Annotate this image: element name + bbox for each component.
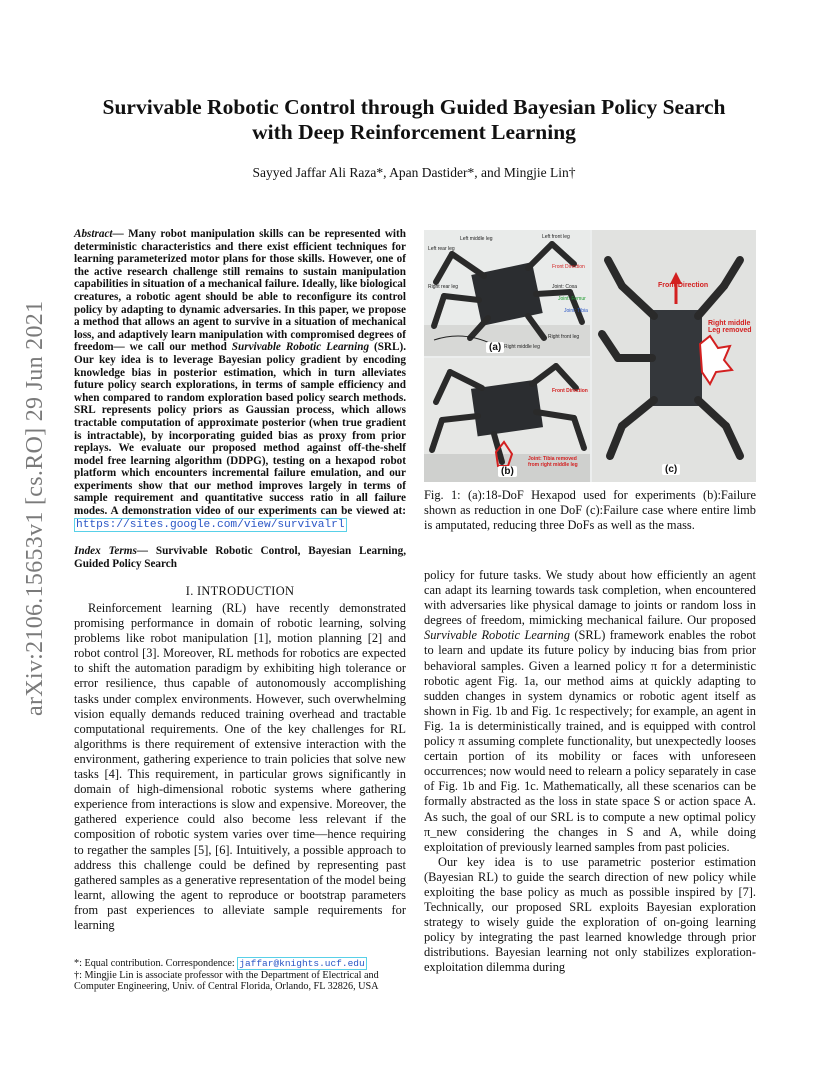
index-terms-text: — Survivable Robotic Control, Bayesian Learning, Guided Policy Search (74, 545, 406, 570)
label-a-9: Right middle leg (504, 344, 540, 350)
paper-title (60, 95, 768, 145)
panel-c (592, 230, 756, 482)
title-line-1: Survivable Robotic Control through Guided Bayesian Policy Search (102, 95, 726, 119)
right-paragraph-2: Our key idea is to use parametric posterior estimation (Bayesian RL) to guide the search direction of new policy while exploiting the base policy as much as possible inspired by [7]. Technically, our proposed SRL exploits Bayesian exploration strategy to wisely guide the exploration of on-going learning policy by integrating the past learned knowledge through prior distributions. Bayesian learning not only stabilizes exploration-exploitation dilemma during (424, 854, 756, 975)
right-column (424, 568, 756, 976)
authors: Sayyed Jaffar Ali Raza*, Apan Dastider*, and Mingjie Lin† (252, 165, 576, 180)
panel-a-label: (a) (486, 342, 504, 353)
label-a-5: Joint: Coxa (552, 284, 578, 290)
figure-caption: Fig. 1: (a):18-DoF Hexapod used for experiments (b):Failure shown as reduction in one DoF (c):Failure case where entire limb is amputated, reducing three DoFs as well as the mass. (424, 488, 756, 533)
label-b-joint: Joint: Tibia removed from right middle leg (528, 456, 578, 468)
figure-1 (424, 230, 756, 482)
abstract-text-1: — Many robot manipulation skills can be represented with deterministic characteristics and there exist efficient techniques for learning parameterized motor plans for those skills. However, one of the active research challenge still remains to sustain manipulation capabilities in situation of a mechanical failure. Ideally, like biological creatures, a robotic agent should be able to reconfigure its control policy by adapting to dynamic adversaries. In this paper, we propose a method that allows an agent to survive in a situation of mechanical loss, and adaptively learn manipulation with compromised degrees of freedom— we call our method (74, 228, 407, 354)
label-b-front: Front Direction (552, 388, 588, 394)
label-a-2: Left rear leg (428, 246, 455, 252)
abstract-method-name: Survivable Robotic Learning (231, 341, 370, 354)
footnote-2: †: Mingjie Lin is associate professor with the Department of Electrical and Computer Engineering, Univ. of Central Florida, Orlando, FL 32826, USA (74, 969, 379, 993)
label-a-4: Right rear leg (428, 284, 459, 290)
label-a-7: Joint: Tibia (564, 308, 588, 314)
arxiv-stamp (16, 300, 56, 720)
title-line-2: with Deep Reinforcement Learning (252, 120, 576, 144)
label-a-8: Right front leg (548, 334, 580, 340)
email-link[interactable]: jaffar@knights.ucf.edu (239, 958, 365, 969)
label-a-1: Left front leg (542, 234, 570, 240)
hexapod-c-image (592, 230, 756, 482)
abstract (74, 228, 406, 531)
panel-c-label: (c) (662, 464, 680, 475)
abstract-label: Abstract (74, 228, 113, 240)
panel-b (424, 358, 590, 482)
index-terms-label: Index Terms (74, 545, 137, 557)
intro-paragraph: Reinforcement learning (RL) have recently demonstrated promising performance in domain of robotic learning, solving problems like robot manipulation [1], motion planning [2] and robot control [3]. Moreover, RL methods for robotics are expected to shift the automation paradigm by exhibiting high tolerance or error resilience, thus capable of autonomously accomplishing tasks under complex environments. However, such overwhelming vision equally demands reduced training overhead and tractable computational requirements. One of the key challenges for RL algorithms is there requirement of extensive interaction with the environment, gathering experience to train policies that solve new tasks [4]. This requirement, in particular grows significantly in domain of high-dimensional robotic systems where gathering experience from interactions is slow and expensive. Moreover, the gathered experience could also become less relevant if the composition of robotic system varies over time—hence requiring to regather the samples [5], [6]. Intuitively, a possible approach to address this challenge could be defined by representing past gathered samples as a generative representation of the model being learnt, allowing the agent to reproduce or bootstrap parameters from past experiences to alleviate sample requirements for learning (74, 601, 407, 932)
label-a-3: Front Direction (552, 264, 585, 270)
intro-column (74, 601, 406, 933)
panel-a (424, 230, 590, 356)
label-a-6: Joint: Femur (558, 296, 586, 302)
label-a-0: Left middle leg (460, 236, 493, 242)
arxiv-stamp-text: arXiv:2106.15653v1 [cs.RO] 29 Jun 2021 (22, 300, 48, 716)
demo-video-link[interactable]: https://sites.google.com/view/survivalrl (76, 518, 345, 531)
footnotes (74, 958, 406, 993)
index-terms (74, 545, 406, 570)
panel-b-label: (b) (498, 466, 517, 477)
section-heading: I. INTRODUCTION (185, 584, 295, 598)
label-c-removed: Right middle Leg removed (708, 320, 752, 334)
abstract-text-2: (SRL). Our key idea is to leverage Bayesian policy gradient by encoding knowledge bias in posterior estimation, which in turn alleviates future policy search explorations, in terms of sample efficiency and when compared to random exploration based policy search methods. SRL represents policy priors as Gaussian process, which allows tractable computation of approximate posterior (when true gradient is intractable), by incorporating guided bias as proxy from prior replays. We evaluate our proposed method against off-the-shelf model free learning algorithm (DDPG), testing on a hexapod robot platform which encounters incremental failure emulation, and our experiments show that our method improves largely in terms of sample requirement and quantitative success ratio in all failure modes. A demonstration video of our experiments can be viewed at: (74, 341, 406, 518)
label-c-front: Front Direction (658, 282, 709, 289)
right-paragraph-1: policy for future tasks. We study about how efficiently an agent can adapt its learning towards task completion, when encountered with adversaries like physical damage to joints or random loss in degrees of freedom, mimicking mechanical failure. Our proposed Survivable Robotic Learning (SRL) framework enables the robot to learn and update its future policy by inducing bias from prior behavioral samples. Given a learned policy π for a deterministic robotic agent Fig. 1a, our method aims at quickly adapting to sudden changes in system dynamics or robotic agent itself as shown in Fig. 1b and Fig. 1c respectively; for example, an agent in Fig. 1a is deterministically trained, and is equipped with control policy π assuming complete functionality, but unexpectedly looses certain portion of its mobility or faces with unforeseen occurrences; now would need to relearn a policy separately in case of Fig. 1b and Fig. 1c. Mathematically, all these scenarios can be formally abstracted as the loss in state space S or action space A. As such, the goal of our SRL is to compute a new optimal policy π_new considering the changes in S and A, while doing exploitation of previously learned samples from past policies. (424, 568, 756, 854)
footnote-1: *: Equal contribution. Correspondence: jaffar@knights.ucf.edu (74, 958, 365, 969)
